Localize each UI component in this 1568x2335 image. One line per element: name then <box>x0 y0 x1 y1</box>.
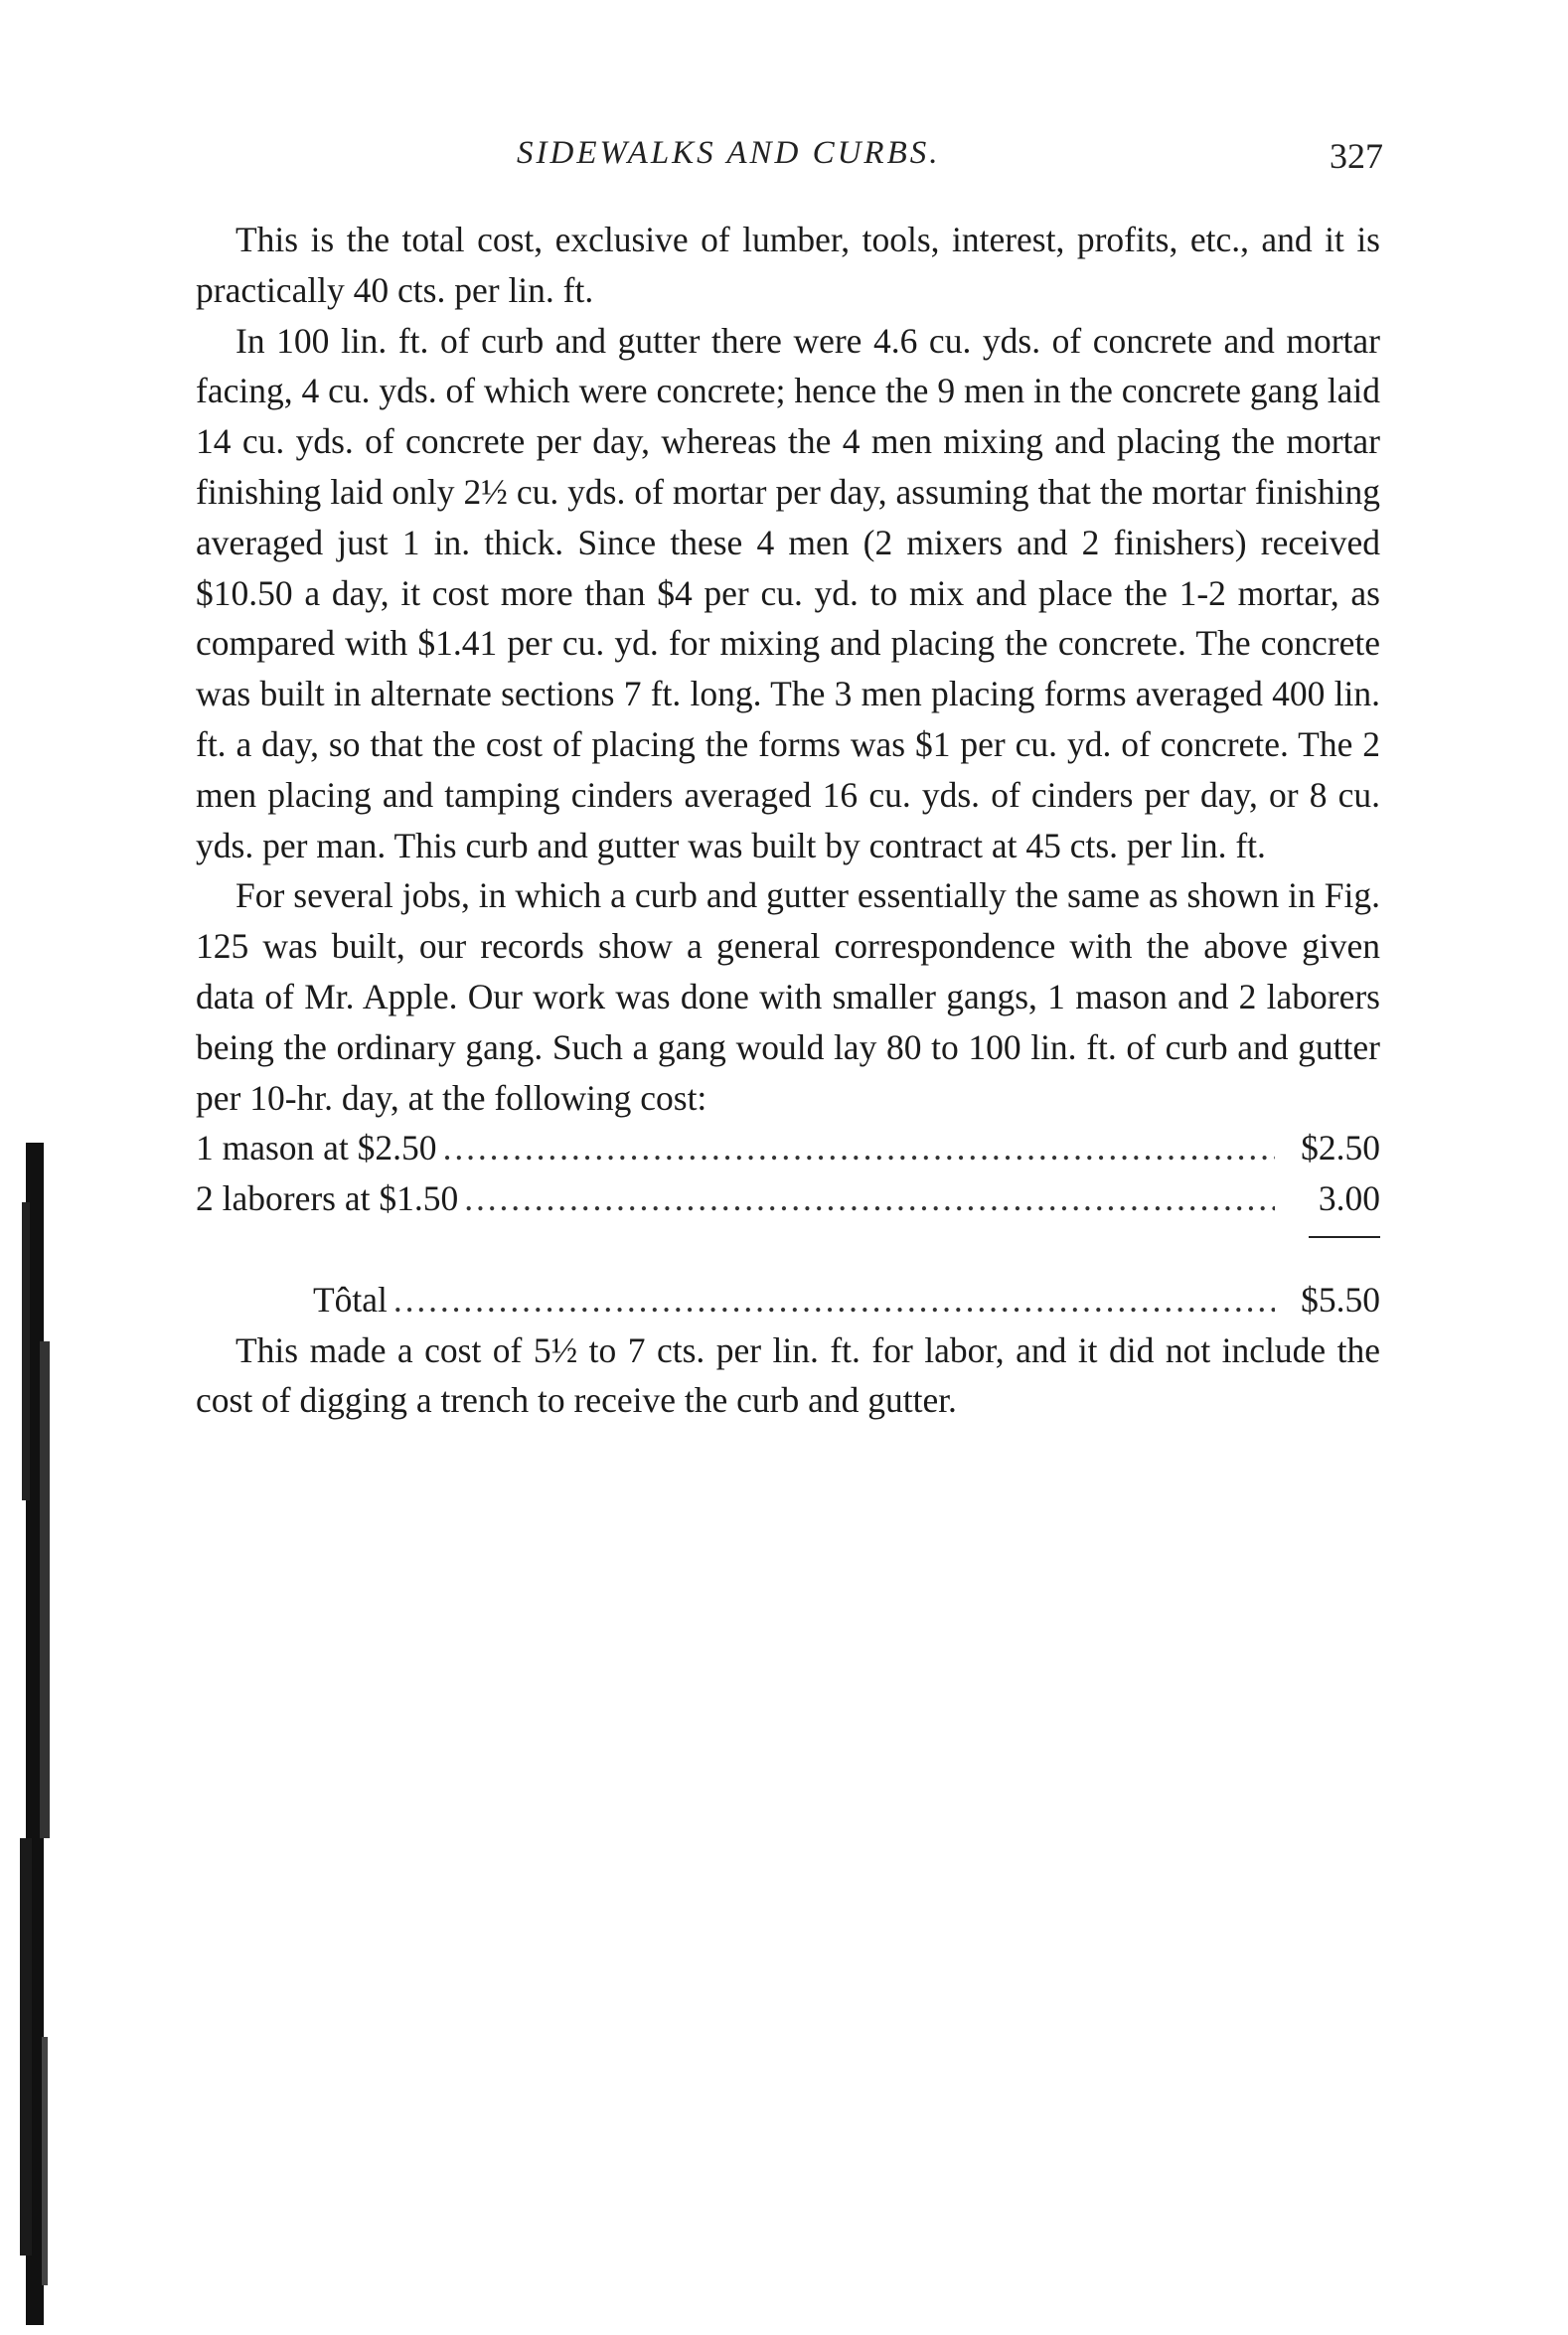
dot-leader <box>443 1123 1275 1173</box>
paragraph-labor-cost: This made a cost of 5½ to 7 cts. per lin. ft. for labor, and it did not include the cost of digging a trench to receive the curb and gutter. <box>196 1329 1380 1421</box>
cost-row <box>196 1173 1380 1224</box>
paragraph-several-jobs: For several jobs, in which a curb and gutter essentially the same as shown in Fig. 125 was built, our records show a general correspondence with the above given data of Mr. Apple. Our work was done with smaller gangs, 1 mason and 2 laborers being the ordinary gang. Such a gang would lay 80 to 100 lin. ft. of curb and gutter per 10-hr. day, at the following cost: <box>196 875 1380 1118</box>
paragraph-total-cost: This is the total cost, exclusive of lumber, tools, interest, profits, etc., and it is practically 40 cts. per lin. ft. <box>196 220 1380 310</box>
page-body <box>196 215 1380 1426</box>
cost-amount: 3.00 <box>1318 1178 1380 1219</box>
running-head: SIDEWALKS AND CURBS. <box>517 135 941 171</box>
cost-amount: $2.50 <box>1301 1128 1380 1168</box>
cost-label: 1 mason at $2.50 <box>196 1128 437 1168</box>
scan-edge-shadow <box>18 1143 62 2325</box>
sum-rule <box>1309 1236 1380 1238</box>
cost-total-row <box>196 1275 1380 1325</box>
page-header <box>0 127 1568 187</box>
page-number: 327 <box>1330 136 1383 176</box>
cost-row <box>196 1123 1380 1173</box>
total-amount: $5.50 <box>1301 1279 1380 1320</box>
dot-leader <box>464 1173 1275 1224</box>
sum-rule-row <box>196 1224 1380 1275</box>
total-label: Tôtal <box>313 1279 388 1320</box>
cost-table <box>196 1123 1380 1324</box>
paragraph-concrete-analysis: In 100 lin. ft. of curb and gutter there were 4.6 cu. yds. of concrete and mortar facing, 4 cu. yds. of which were concrete; hence the 9 men in the concrete gang laid 14 cu. yds. of concrete per day, whereas the 4 men mixing and placing the mortar finishing laid only 2½ cu. yds. of mortar per day, assuming that the mortar finishing averaged just 1 in. thick. Since these 4 men (2 mixers and 2 finishers) received $10.50 a day, it cost more than $4 per cu. yd. to mix and place the 1-2 mortar, as compared with $1.41 per cu. yd. for mixing and placing the concrete. The concrete was built in alternate sections 7 ft. long. The 3 men placing forms averaged 400 lin. ft. a day, so that the cost of placing the forms was $1 per cu. yd. of concrete. The 2 men placing and tamping cinders averaged 16 cu. yds. of cinders per day, or 8 cu. yds. per man. This curb and gutter was built by contract at 45 cts. per lin. ft. <box>196 320 1380 865</box>
cost-label: 2 laborers at $1.50 <box>196 1178 459 1219</box>
dot-leader <box>393 1275 1275 1325</box>
